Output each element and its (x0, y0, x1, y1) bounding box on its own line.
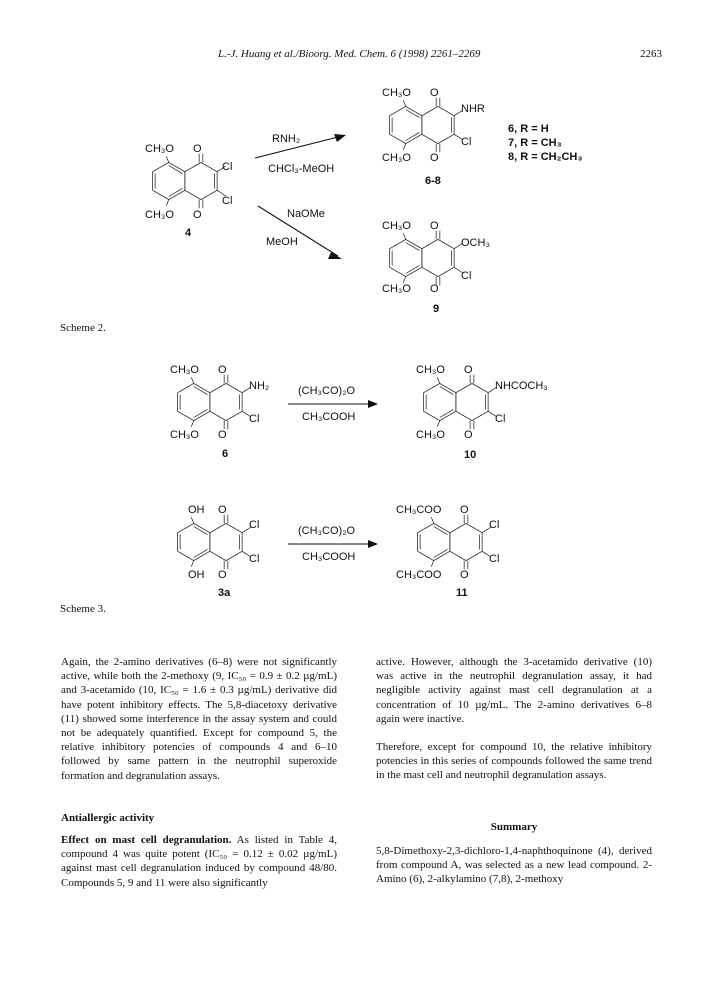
svg-text:CH₃O: CH₃O (416, 364, 445, 376)
mast-cell-subheading: Effect on mast cell degranulation. (61, 834, 232, 847)
svg-text:CH₃O: CH₃O (416, 429, 445, 441)
page-number: 2263 (640, 48, 662, 60)
structure-compound-3a (178, 504, 260, 599)
svg-text:OCH₃: OCH₃ (461, 237, 490, 249)
right-paragraph-1: active. However, although the 3-acetamido derivative (10) was active in the neutrophil degranulation assay, it had negligible activity against mast cell degranulation at a concentration of 10 µg/mL. The 2-amino derivatives 6–8 again were inactive. (376, 656, 652, 725)
svg-text:O: O (430, 152, 439, 164)
svg-text:O: O (430, 283, 439, 295)
svg-text:Cl: Cl (489, 553, 500, 565)
svg-text:Cl: Cl (461, 136, 472, 148)
svg-text:CH₃COO: CH₃COO (396, 504, 442, 516)
svg-text:Cl: Cl (222, 195, 233, 207)
left-paragraph-1: Again, the 2-amino derivatives (6–8) were not significantly active, while both the 2-methoxy (9, IC₅₀ = 0.9 ± 0.2 µg/mL) and 3-acetamido (10, IC₅₀ = 1.6 ± 0.3 µg/mL) derivative did have potent inhibitory effects. The 5,8-diacetoxy derivative (11) showed some interference in the assay system and could not be adequately quantified. Except for compound 5, the relative inhibitory potencies of compounds 4 and 6–10 followed by same pattern in the neutrophil superoxide formation and degranulation assays. (61, 656, 337, 782)
svg-text:CH₃O: CH₃O (382, 283, 411, 295)
compound-3a-label: 3a (218, 587, 231, 599)
svg-text:CH₃COO: CH₃COO (396, 569, 442, 581)
svg-text:O: O (218, 429, 227, 441)
structure-compound-6-8 (382, 87, 485, 187)
reagent-naome: NaOMe (287, 208, 325, 220)
right-column (376, 655, 652, 886)
compound-10-label: 10 (464, 449, 477, 461)
structure-compound-11 (396, 504, 499, 599)
svg-text:CH₃O: CH₃O (382, 220, 411, 232)
section-heading-antiallergic: Antiallergic activity (61, 811, 155, 824)
structure-compound-10 (416, 364, 548, 461)
left-paragraph-2-text: As listed in Table 4, compound 4 was quite potent (IC₅₀ = 0.12 ± 0.02 µg/mL) against mast cell degranulation induced by compound 48/80. Compounds 5, 9 and 11 were also significantly (61, 834, 337, 889)
left-column (61, 655, 337, 890)
left-paragraph-2 (61, 833, 337, 890)
svg-text:Cl: Cl (249, 553, 260, 565)
running-head: L.-J. Huang et al./Bioorg. Med. Chem. 6 (1998) 2261–2269 (218, 48, 481, 60)
svg-text:NHR: NHR (461, 103, 485, 115)
svg-text:Cl: Cl (495, 413, 506, 425)
compound-4-label: 4 (185, 227, 192, 239)
svg-text:CH₃O: CH₃O (145, 143, 174, 155)
compound-6-8-label: 6-8 (425, 175, 441, 187)
svg-text:OH: OH (188, 504, 205, 516)
compound-11-label: 11 (456, 587, 468, 599)
svg-text:O: O (218, 569, 227, 581)
svg-text:O: O (218, 504, 227, 516)
scheme-2-caption: Scheme 2. (60, 322, 106, 334)
r-def-6: 6, R = H (508, 123, 549, 135)
svg-text:NH₂: NH₂ (249, 380, 270, 392)
arrow-methoxylation (258, 206, 342, 259)
reagent-rnh2: RNH₂ (272, 133, 301, 145)
reagent-acetic-acid-2: CH₃COOH (302, 551, 356, 563)
r-def-7: 7, R = CH₃ (508, 137, 562, 149)
svg-text:O: O (430, 220, 439, 232)
svg-text:O: O (430, 87, 439, 99)
summary-heading: Summary (490, 820, 538, 833)
svg-text:O: O (460, 569, 469, 581)
reagent-meoh: MeOH (266, 236, 298, 248)
reagent-chcl3-meoh: CHCl₃-MeOH (268, 163, 335, 175)
compound-9-label: 9 (433, 303, 440, 315)
svg-text:OH: OH (188, 569, 205, 581)
reagent-acetic-acid-1: CH₃COOH (302, 411, 356, 423)
scheme-3-caption: Scheme 3. (60, 603, 106, 615)
reagent-acetic-anhydride-2: (CH₃CO)₂O (298, 525, 356, 537)
svg-text:NHCOCH₃: NHCOCH₃ (495, 380, 548, 392)
r-def-8: 8, R = CH₂CH₃ (508, 151, 583, 163)
svg-text:CH₃O: CH₃O (145, 209, 174, 221)
compound-6-label: 6 (222, 448, 229, 460)
right-paragraph-2: Therefore, except for compound 10, the relative inhibitory potencies in this series of compounds followed the same trend in the mast cell and neutrophil degranulation assays. (376, 741, 652, 782)
svg-text:CH₃O: CH₃O (170, 364, 199, 376)
svg-text:CH₃O: CH₃O (170, 429, 199, 441)
structure-compound-6 (170, 364, 269, 460)
arrow-amination (255, 133, 346, 175)
svg-text:O: O (464, 364, 473, 376)
summary-paragraph: 5,8-Dimethoxy-2,3-dichloro-1,4-naphthoquinone (4), derived from compound A, was selected as a new lead compound. 2-Amino (6), 2-alkylamino (7,8), 2-methoxy (376, 844, 652, 886)
svg-text:O: O (193, 209, 202, 221)
svg-text:O: O (464, 429, 473, 441)
svg-text:Cl: Cl (461, 270, 472, 282)
svg-text:O: O (193, 143, 202, 155)
structure-compound-9 (382, 220, 490, 315)
arrow-acetylation-2 (288, 525, 378, 563)
reagent-acetic-anhydride-1: (CH₃CO)₂O (298, 385, 356, 397)
svg-text:Cl: Cl (489, 519, 500, 531)
svg-text:O: O (460, 504, 469, 516)
structure-compound-4 (145, 143, 232, 239)
svg-text:CH₃O: CH₃O (382, 87, 411, 99)
svg-text:Cl: Cl (249, 519, 260, 531)
svg-text:O: O (218, 364, 227, 376)
svg-text:Cl: Cl (222, 161, 233, 173)
svg-text:CH₃O: CH₃O (382, 152, 411, 164)
arrow-acetylation-1 (288, 385, 378, 423)
svg-text:Cl: Cl (249, 413, 260, 425)
